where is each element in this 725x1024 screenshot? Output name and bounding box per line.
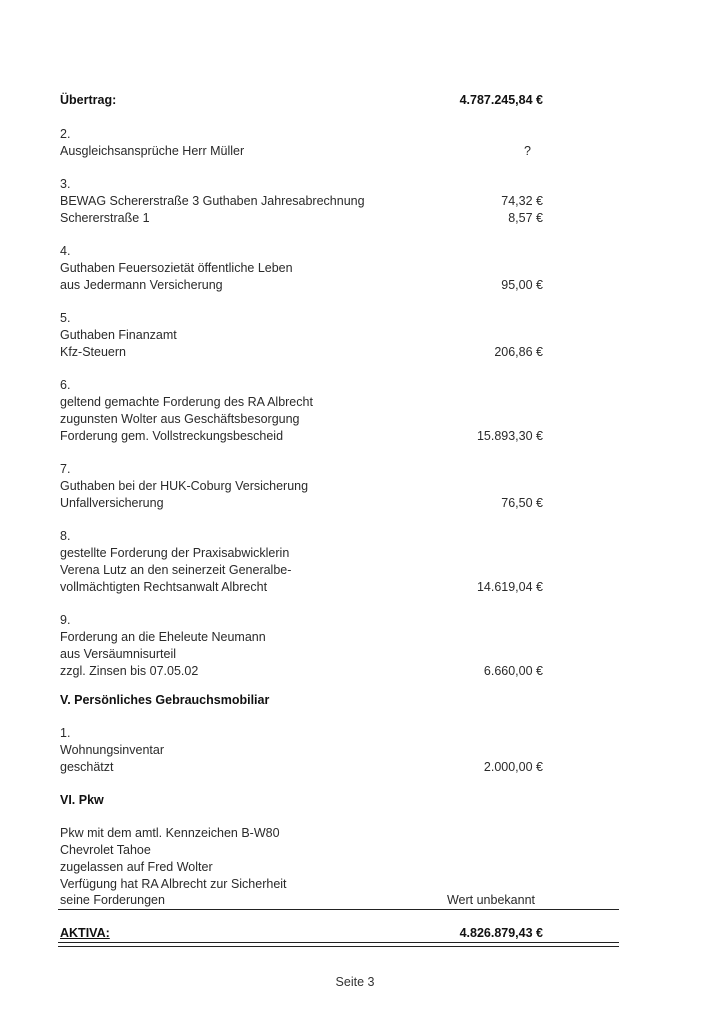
item-line: Ausgleichsansprüche Herr Müller ?	[60, 144, 531, 158]
item-amount: ?	[524, 144, 531, 158]
item-line: Wohnungsinventar	[60, 743, 165, 757]
item-number: 9.	[60, 613, 71, 627]
item-amount: 2.000,00 €	[483, 760, 543, 774]
item-line: Guthaben Feuersozietät öffentliche Leben	[60, 261, 293, 275]
item-line: geschätzt 2.000,00 €	[60, 760, 543, 774]
double-underline-top	[58, 942, 619, 943]
item-line: zugunsten Wolter aus Geschäftsbesorgung	[60, 412, 300, 426]
item-line: gestellte Forderung der Praxisabwicklerin	[60, 546, 290, 560]
item-line: zzgl. Zinsen bis 07.05.02 6.660,00 €	[60, 664, 543, 678]
item-line: Schererstraße 1 8,57 €	[60, 211, 543, 225]
separator-line	[58, 909, 619, 910]
item-number: 8.	[60, 529, 71, 543]
item-line: aus Jedermann Versicherung 95,00 €	[60, 278, 543, 292]
item-number: 2.	[60, 127, 71, 141]
item-line: vollmächtigten Rechtsanwalt Albrecht 14.619,04 €	[60, 580, 543, 594]
item-number: 6.	[60, 378, 71, 392]
item-amount: 76,50 €	[501, 496, 543, 510]
item-number: 7.	[60, 462, 71, 476]
item-line: Forderung an die Eheleute Neumann	[60, 630, 266, 644]
item-line: aus Versäumnisurteil	[60, 647, 177, 661]
carryover-label: Übertrag:	[60, 93, 117, 107]
item-amount: 6.660,00 €	[483, 664, 543, 678]
vehicle-value: Wert unbekannt	[446, 893, 535, 907]
item-number: 4.	[60, 244, 71, 258]
vehicle-line: Verfügung hat RA Albrecht zur Sicherheit	[60, 877, 287, 891]
carryover-amount: 4.787.245,84 €	[459, 93, 543, 107]
item-line: Forderung gem. Vollstreckungsbescheid 15.893,30 €	[60, 429, 543, 443]
double-underline-bottom	[58, 946, 619, 947]
item-amount: 95,00 €	[501, 278, 543, 292]
item-line: Unfallversicherung 76,50 €	[60, 496, 543, 510]
item-amount: 74,32 €	[501, 194, 543, 208]
item-line: Kfz-Steuern 206,86 €	[60, 345, 543, 359]
item-line: BEWAG Schererstraße 3 Guthaben Jahresabrechnung 74,32 €	[60, 194, 543, 208]
total-label: AKTIVA:	[60, 926, 110, 940]
total-amount: 4.826.879,43 €	[459, 926, 543, 940]
carryover-row	[60, 92, 543, 108]
item-amount: 206,86 €	[494, 345, 543, 359]
item-amount: 14.619,04 €	[476, 580, 543, 594]
section-heading: V. Persönliches Gebrauchsmobiliar	[60, 693, 270, 707]
item-amount: 8,57 €	[508, 211, 543, 225]
item-line: Verena Lutz an den seinerzeit Generalbe-	[60, 563, 292, 577]
item-number: 5.	[60, 311, 71, 325]
total-row	[60, 925, 543, 941]
item-line: Guthaben bei der HUK-Coburg Versicherung	[60, 479, 309, 493]
item-number: 1.	[60, 726, 71, 740]
section-heading: VI. Pkw	[60, 793, 104, 807]
item-amount: 15.893,30 €	[476, 429, 543, 443]
page-number: Seite 3	[335, 975, 375, 989]
item-line: geltend gemachte Forderung des RA Albrecht	[60, 395, 313, 409]
vehicle-line: Chevrolet Tahoe	[60, 843, 151, 857]
item-number: 3.	[60, 177, 71, 191]
item-line: Guthaben Finanzamt	[60, 328, 177, 342]
vehicle-line: Pkw mit dem amtl. Kennzeichen B-W80	[60, 826, 280, 840]
vehicle-line: seine Forderungen Wert unbekannt	[60, 893, 535, 907]
vehicle-line: zugelassen auf Fred Wolter	[60, 860, 213, 874]
